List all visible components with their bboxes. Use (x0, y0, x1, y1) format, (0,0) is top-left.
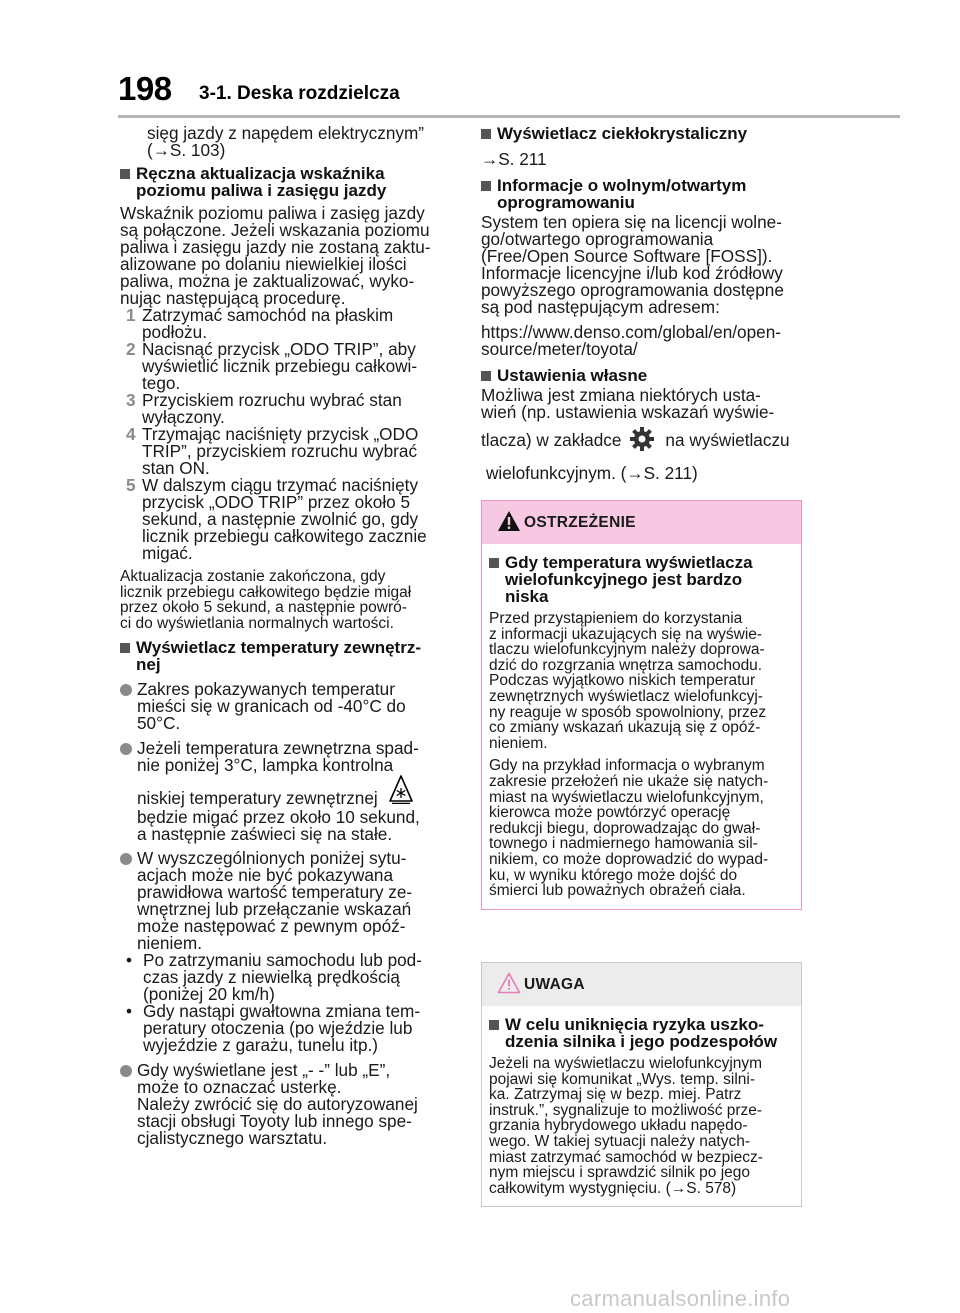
text-line: nując następującą procedurę. (120, 288, 346, 308)
continued-text (120, 125, 452, 159)
heading-manual-update (120, 165, 452, 199)
text-line: wień (np. ustawienia wskazań wyświe- (481, 402, 775, 422)
text-line: (Free/Open Source Software [FOSS]). (481, 246, 773, 266)
warning-triangle-icon (497, 510, 521, 537)
text-line: Przyciskiem rozruchu wybrać stan (142, 390, 402, 410)
text-line: Przed przystąpieniem do korzystania (489, 610, 743, 627)
text-line: pojawi się komunikat „Wys. temp. silni- (489, 1070, 756, 1088)
text-line: Wskaźnik poziomu paliwa i zasięg jazdy (120, 203, 425, 223)
text-line: Należy zwrócić się do autoryzowanej (137, 1094, 418, 1115)
square-bullet-icon (489, 558, 499, 568)
text-line: (poniżej 20 km/h) (143, 984, 275, 1005)
warning-box (481, 500, 802, 910)
text-line: kierowca może powtórzyć operację (489, 804, 731, 822)
text-line: wyświetlić licznik przebiegu całkowi- (142, 356, 418, 376)
heading-line: dzenia silnika i jego podzespołów (505, 1032, 778, 1051)
right-column (481, 125, 803, 482)
sub-bullet-item (120, 952, 452, 1003)
text-line: https://www.denso.com/global/en/open- (481, 322, 782, 342)
text-line: Gdy na przykład informacja o wybranym (489, 757, 765, 775)
text-line: source/meter/toyota/ (481, 339, 638, 359)
text-line: wyłączony. (142, 407, 225, 427)
heading-line: Ręczna aktualizacja wskaźnika (136, 164, 385, 183)
text-line: cjalistycznego warsztatu. (137, 1128, 328, 1149)
step-number: 2 (126, 339, 136, 359)
step-item (120, 307, 452, 341)
text-line: licznik przebiegu całkowitego będzie migał (120, 583, 412, 601)
warning-header (482, 501, 801, 544)
text-line: W dalszym ciągu trzymać naciśnięty (142, 475, 419, 495)
square-bullet-icon (481, 181, 491, 191)
square-bullet-icon (481, 129, 491, 139)
square-bullet-icon (120, 643, 130, 653)
caution-triangle-icon (497, 972, 521, 999)
text-line: Jeżeli temperatura zewnętrzna spad- (137, 738, 419, 759)
step-item (120, 341, 452, 392)
text-line: niskiej temperatury zewnętrznej (137, 788, 378, 809)
license-url[interactable] (481, 324, 803, 358)
text-line: System ten opiera się na licencji wolne- (481, 212, 782, 232)
text-line: czas jazdy z niewielką prędkością (143, 967, 400, 988)
notice-paragraph (489, 1056, 793, 1196)
text-line: są połączone. Jeżeli wskazania poziomu (120, 220, 430, 240)
text-line: wego. W takiej sytuacji należy natych- (489, 1132, 751, 1150)
page-number: 198 (118, 70, 172, 107)
text-line: Aktualizacja zostanie zakończona, gdy (120, 568, 386, 585)
text-line: licznik przebiegu całkowitego zacznie (142, 526, 427, 546)
text-line: zakresie przełożeń nie ukaże się natych- (489, 772, 769, 790)
circle-bullet-icon (120, 853, 132, 865)
notice-label: UWAGA (524, 975, 585, 993)
circle-bullet-icon (120, 684, 132, 696)
text-line: (→S. 103) (147, 140, 226, 160)
text-line: Informacje licencyjne i/lub kod źródłowy (481, 263, 783, 283)
warning-paragraph (489, 758, 793, 898)
left-column (120, 125, 452, 1147)
text-line: paliwa, można je zaktualizować, wyko- (120, 271, 415, 291)
text-line: Zatrzymać samochód na płaskim (142, 305, 394, 325)
text-line: wyjeździe z garażu, tunelu itp.) (143, 1035, 379, 1056)
text-line: grzania hybrydowego układu napędo- (489, 1117, 748, 1135)
text-line: Trzymając naciśnięty przycisk „ODO (142, 424, 419, 444)
text-line: miast na wyświetlaczu wielofunkcyjnym, (489, 788, 764, 806)
text-line: TRIP”, przyciskiem rozruchu wybrać (142, 441, 418, 461)
settings-text (481, 387, 803, 482)
text-line: Nacisnąć przycisk „ODO TRIP”, aby (142, 339, 416, 359)
text-line: prawidłowa wartość temperatury ze- (137, 882, 413, 903)
text-line: co zmiany wskazań ukazują się z opóź- (489, 719, 761, 737)
text-line: mieści się w granicach od -40°C do (137, 696, 406, 717)
notice-heading (489, 1016, 793, 1050)
text-line: nieniem. (137, 933, 202, 954)
text-line: może następować z pewnym opóź- (137, 916, 406, 937)
text-line: śmierci lub poważnych obrażeń ciała. (489, 882, 746, 900)
text-line: 50°C. (137, 713, 181, 734)
text-line: nie poniżej 3°C, lampka kontrolna (137, 755, 394, 776)
text-line: redukcji biegu, doprowadzając do gwał- (489, 819, 761, 837)
text-line: townego i nadmiernego hamowania sil- (489, 835, 758, 853)
text-line: Gdy nastąpi gwałtowna zmiana tem- (143, 1001, 421, 1022)
text-line: peratury otoczenia (po wjeździe lub (143, 1018, 413, 1039)
circle-bullet-icon (120, 1065, 132, 1077)
warning-label: OSTRZEŻENIE (524, 513, 636, 531)
text-line: na wyświetlaczu (665, 429, 790, 450)
heading-line: poziomu paliwa i zasięgu jazdy (136, 181, 387, 200)
text-line: całkowitym wystygnięciu. (→S. 578) (489, 1179, 737, 1197)
text-line: będzie migać przez około 10 sekund, (137, 807, 420, 828)
text-line: instruk.”, sygnalizuje to możliwość prze- (489, 1101, 763, 1119)
circle-bullet-icon (120, 743, 132, 755)
heading-line: wielofunkcyjnego jest bardzo (505, 570, 743, 589)
bullet-item (120, 681, 452, 732)
text-line: podłożu. (142, 322, 207, 342)
text-line: nym miejscu i sprawdzić silnik po jego (489, 1164, 751, 1182)
procedure-steps (120, 307, 452, 562)
dot-bullet-icon: • (126, 950, 133, 971)
text-line: dzić do rozgrzania wnętrza samochodu. (489, 656, 763, 674)
text-line: nikiem, co może doprowadzić do wypad- (489, 850, 769, 868)
step-number: 1 (126, 305, 136, 325)
heading-line: Gdy temperatura wyświetlacza (505, 553, 753, 572)
text-line: sięg jazdy z napędem elektrycznym” (147, 123, 425, 143)
page-reference: →S. 211 (481, 149, 547, 169)
text-line: Możliwa jest zmiana niektórych usta- (481, 385, 761, 405)
ice-warning-icon (388, 774, 414, 807)
step-number: 5 (126, 475, 136, 495)
step-item (120, 392, 452, 426)
heading-temperature-display (120, 639, 452, 673)
heading-lcd (481, 125, 803, 142)
text-line: W wyszczególnionych poniżej sytu- (137, 848, 407, 869)
step-number: 3 (126, 390, 136, 410)
text-line: stacji obsługi Toyoty lub innego spe- (137, 1111, 412, 1132)
square-bullet-icon (481, 371, 491, 381)
text-line: przycisk „ODO TRIP” przez około 5 (142, 492, 411, 512)
text-line: go/otwartego oprogramowania (481, 229, 714, 249)
text-line: przez około 5 sekund, a następnie powró- (120, 599, 407, 617)
text-line: powyższego oprogramowania dostępne (481, 280, 784, 300)
text-line: tego. (142, 373, 181, 393)
text-line: a następnie zaświeci się na stałe. (137, 824, 393, 845)
bullet-item (120, 850, 452, 952)
text-line: Po zatrzymaniu samochodu lub pod- (143, 950, 422, 971)
warning-body (482, 544, 801, 909)
square-bullet-icon (120, 169, 130, 179)
watermark: carmanualsonline.info (570, 1286, 791, 1311)
text-line: Zakres pokazywanych temperatur (137, 679, 395, 700)
text-line: alizowane po dolaniu niewielkiej ilości (120, 254, 407, 274)
text-line: migać. (142, 543, 193, 563)
text-line: Podczas wyjątkowo niskich temperatur (489, 672, 756, 690)
text-line: sekund, a następnie zwolnić go, gdy (142, 509, 419, 529)
manual-update-text (120, 205, 452, 307)
square-bullet-icon (489, 1020, 499, 1030)
text-line: miast zatrzymać samochód w bezpiecz- (489, 1148, 763, 1166)
update-note (120, 569, 452, 631)
gear-icon (629, 426, 655, 455)
section-title: 3-1. Deska rozdzielcza (199, 83, 400, 104)
heading-line: W celu uniknięcia ryzyka uszko- (505, 1015, 764, 1034)
text-line: acjach może nie być pokazywana (137, 865, 394, 886)
text-line: z informacji ukazujących się na wyświe- (489, 625, 763, 643)
text-line: są pod następującym adresem: (481, 297, 720, 317)
text-line: zewnętrznych wyświetlacz wielofunkcyj- (489, 687, 763, 705)
heading-line: oprogramowaniu (497, 193, 635, 212)
heading-settings (481, 367, 803, 384)
text-line: Gdy wyświetlane jest „- -” lub „E”, (137, 1060, 391, 1081)
step-item (120, 426, 452, 477)
heading-line: nej (136, 655, 161, 675)
text-line: ku, w wyniku którego może dojść do (489, 866, 738, 884)
text-line: wielofunkcyjnym. (→S. 211) (486, 463, 698, 483)
foss-text (481, 214, 803, 316)
notice-header (482, 963, 801, 1006)
sub-bullet-item (120, 1003, 452, 1054)
step-number: 4 (126, 424, 136, 444)
notice-body (482, 1006, 801, 1206)
heading-line: Ustawienia własne (497, 366, 648, 385)
text-line: paliwa i zasięgu jazdy nie zostaną zaktu- (120, 237, 431, 257)
dot-bullet-icon: • (126, 1001, 133, 1022)
heading-line: niska (505, 587, 549, 606)
bullet-item (120, 1062, 452, 1147)
heading-line: Wyświetlacz ciekłokrystaliczny (497, 124, 748, 143)
text-line: ny reaguje w sposób spowolniony, przez (489, 703, 767, 721)
text-line: ci do wyświetlania normalnych wartości. (120, 614, 394, 632)
heading-line: Informacje o wolnym/otwartym (497, 176, 747, 195)
bullet-item (120, 740, 452, 843)
heading-foss (481, 177, 803, 211)
text-line: Jeżeli na wyświetlaczu wielofunkcyjnym (489, 1055, 763, 1072)
step-item (120, 477, 452, 562)
text-line: tlacza) w zakładce (481, 429, 622, 450)
text-line: nieniem. (489, 734, 548, 752)
text-line: ka. Zatrzymaj się w bezp. miej. Patrz (489, 1086, 742, 1104)
text-line: wnętrznej lub przełączanie wskazań (137, 899, 412, 920)
text-line: stan ON. (142, 458, 210, 478)
text-line: tlaczu wielofunkcyjnym należy doprowa- (489, 641, 765, 659)
notice-box (481, 962, 802, 1207)
text-line: może to oznaczać usterkę. (137, 1077, 342, 1098)
header-rule (118, 115, 900, 118)
warning-heading (489, 554, 793, 605)
warning-paragraph (489, 611, 793, 751)
heading-line: Wyświetlacz temperatury zewnętrz- (136, 638, 421, 658)
